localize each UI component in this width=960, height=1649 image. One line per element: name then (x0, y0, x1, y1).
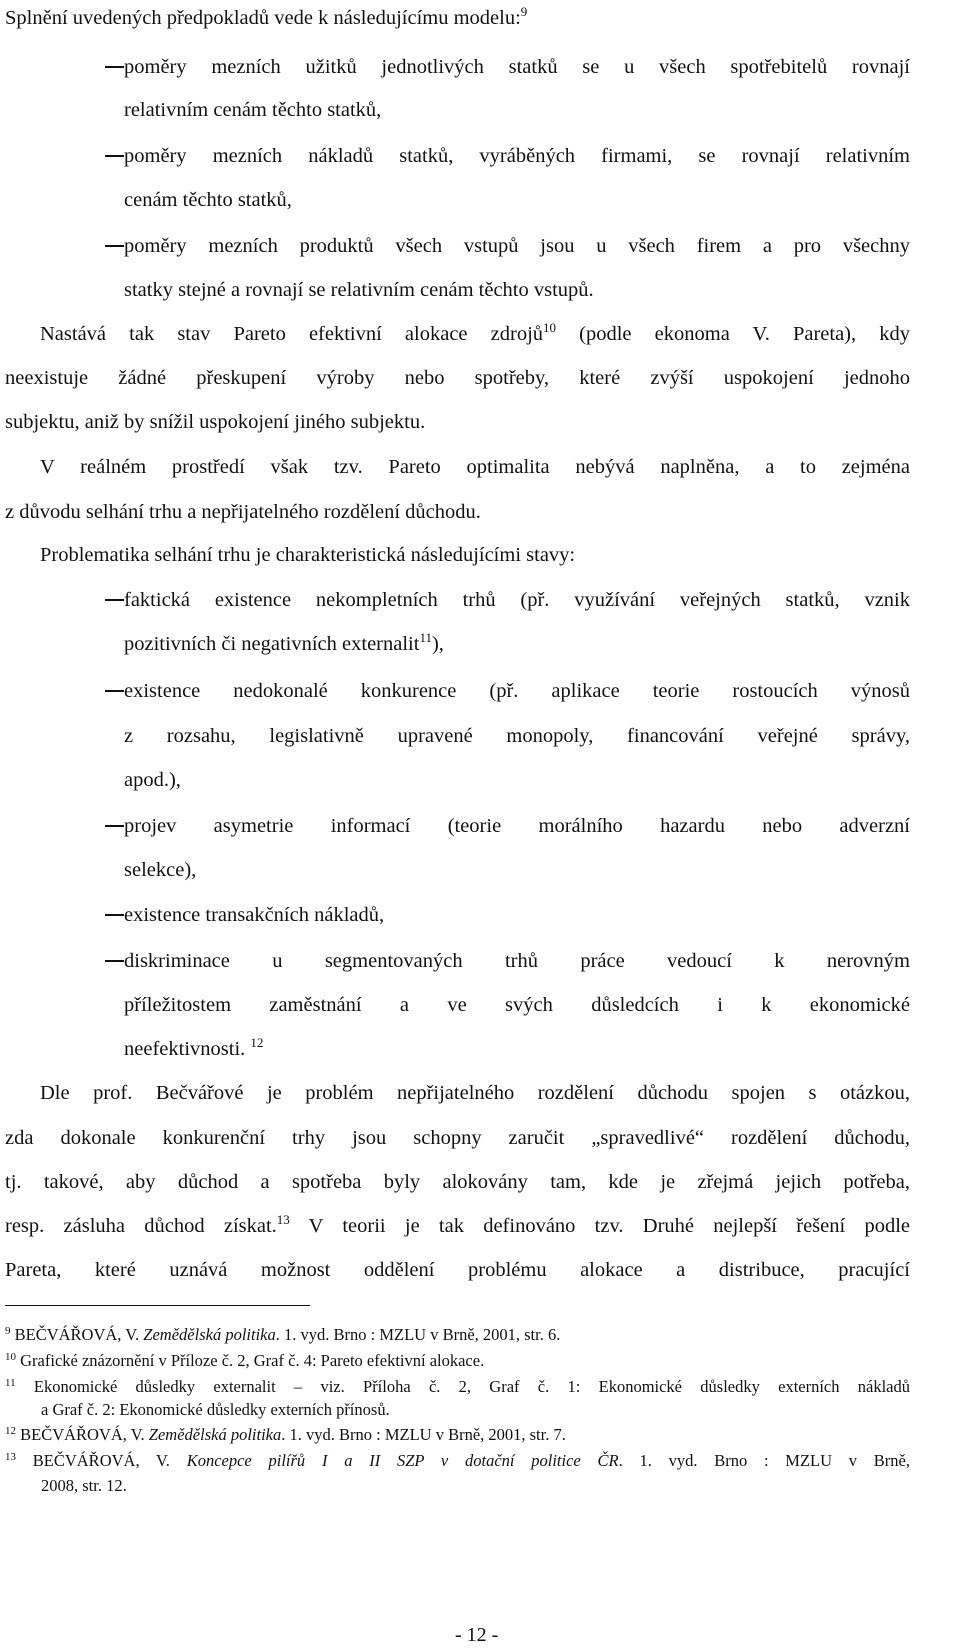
paragraph-line: subjektu, aniž by snížil uspokojení jiného subjektu. (5, 411, 426, 433)
paragraph-line: resp. zásluha důchod získat.$^{13}$ V teorii je tak definováno tzv. Druhé nejlepší řešení podle (5, 1212, 910, 1237)
list-item-line: pozitivních či negativních externalit$^{11}$), (124, 630, 444, 655)
footnote: $^{13}$ BEČVÁŘOVÁ, V. Koncepce pilířů I a II SZP v dotační politice ČR. 1. vyd. Brno : MZLU v Brně, (5, 1451, 911, 1470)
footnote-ref: 13 (276, 1212, 290, 1227)
footnote-ref: 10 (543, 320, 557, 335)
footnote: $^9$ BEČVÁŘOVÁ, V. Zemědělská politika. 1. vyd. Brno : MZLU v Brně, 2001, str. 6. (5, 1325, 561, 1344)
paragraph-line: neexistuje žádné přeskupení výroby nebo spotřeby, které zvýší uspokojení jednoho (5, 367, 910, 389)
footnote-continuation: a Graf č. 2: Ekonomické důsledky externích přínosů. (41, 1400, 390, 1419)
list-item-line: selekce), (124, 859, 197, 881)
footnote-continuation: 2008, str. 12. (41, 1476, 127, 1495)
intro-line (5, 6, 527, 30)
list-item-line: poměry mezních nákladů statků, vyráběných firmami, se rovnají relativním (124, 145, 910, 167)
paragraph-line: z důvodu selhání trhu a nepřijatelného rozdělení důchodu. (5, 501, 481, 523)
footnote: $^{12}$ BEČVÁŘOVÁ, V. Zemědělská politika. 1. vyd. Brno : MZLU v Brně, 2001, str. 7. (5, 1425, 566, 1444)
list-item-line: statky stejné a rovnají se relativním cenám těchto vstupů. (124, 279, 594, 301)
dash-bullet (105, 960, 124, 962)
footnote: $^{10}$ Grafické znázornění v Příloze č. 2, Graf č. 4: Pareto efektivní alokace. (5, 1351, 485, 1370)
dash-bullet (105, 690, 124, 692)
list-item-line: apod.), (124, 769, 181, 791)
footnote-ref: 12 (250, 1035, 264, 1050)
list-item-line: poměry mezních produktů všech vstupů jsou u všech firem a pro všechny (124, 235, 910, 257)
footnote-ref: 11 (419, 630, 432, 645)
dash-bullet (105, 914, 124, 916)
list-item-line: cenám těchto statků, (124, 189, 292, 211)
dash-bullet (105, 155, 124, 157)
list-item-line: faktická existence nekompletních trhů (př. využívání veřejných statků, vznik (124, 589, 910, 611)
list-item-line: existence transakčních nákladů, (124, 904, 385, 926)
paragraph-line: Pareta, které uznává možnost oddělení problému alokace a distribuce, pracující (5, 1259, 910, 1281)
paragraph-line: Nastává tak stav Pareto efektivní alokace zdrojů$^{10}$ (podle ekonoma V. Pareta), kdy (40, 320, 910, 345)
list-item-line: existence nedokonalé konkurence (př. aplikace teorie rostoucích výnosů (124, 680, 910, 702)
footnote-ref: 9 (520, 4, 528, 19)
paragraph-line: tj. takové, aby důchod a spotřeba byly alokovány tam, kde je zřejmá jejich potřeba, (5, 1171, 910, 1193)
list-item-line: neefektivnosti. $^{12}$ (124, 1035, 264, 1060)
dash-bullet (105, 66, 124, 68)
list-item-line: relativním cenám těchto statků, (124, 99, 382, 121)
dash-bullet (105, 245, 124, 247)
page-number: - 12 - (455, 1624, 499, 1646)
list-item-line: poměry mezních užitků jednotlivých statků se u všech spotřebitelů rovnají (124, 56, 910, 78)
list-item-line: projev asymetrie informací (teorie morálního hazardu nebo adverzní (124, 815, 910, 837)
paragraph-line: V reálném prostředí však tzv. Pareto optimalita nebývá naplněna, a to zejména (40, 456, 910, 478)
footnote: $^{11}$ Ekonomické důsledky externalit – viz. Příloha č. 2, Graf č. 1: Ekonomické důsledky externích nákladů (5, 1377, 911, 1396)
dash-bullet (105, 825, 124, 827)
paragraph-line: Dle prof. Bečvářové je problém nepřijatelného rozdělení důchodu spojen s otázkou, (40, 1082, 910, 1104)
list-item-line: z rozsahu, legislativně upravené monopoly, financování veřejné správy, (124, 725, 910, 747)
list-item-line: diskriminace u segmentovaných trhů práce vedoucí k nerovným (124, 950, 910, 972)
footnote-separator (5, 1305, 310, 1306)
dash-bullet (105, 599, 124, 601)
intro-text: Splnění uvedených předpokladů vede k následujícímu modelu: (5, 7, 521, 29)
paragraph-line: Problematika selhání trhu je charakteristická následujícími stavy: (40, 544, 576, 566)
paragraph-line: zda dokonale konkurenční trhy jsou schopny zaručit „spravedlivé“ rozdělení důchodu, (5, 1127, 910, 1149)
list-item-line: příležitostem zaměstnání a ve svých důsledcích i k ekonomické (124, 994, 910, 1016)
